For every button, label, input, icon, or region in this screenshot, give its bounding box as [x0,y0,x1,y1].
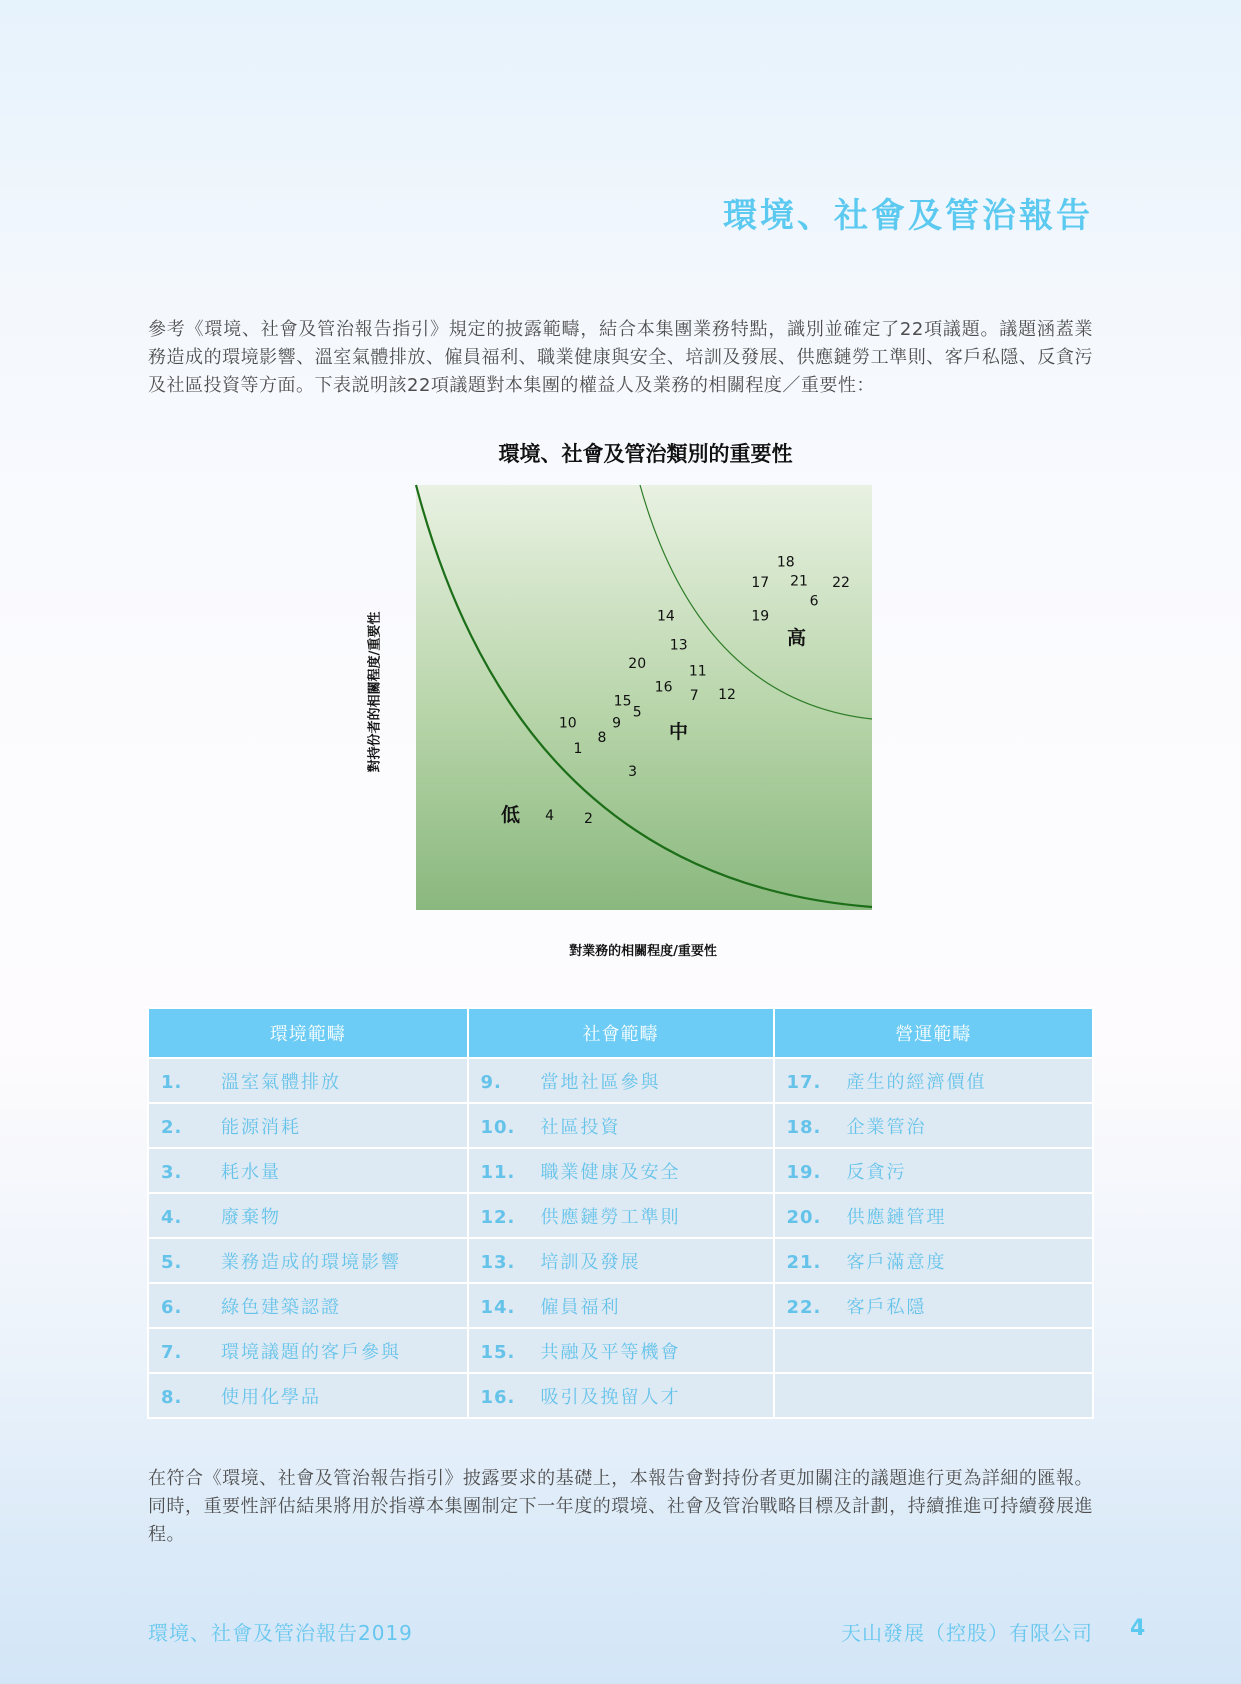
data-point-label: 2 [583,810,593,827]
topic-label: 反貪污 [846,1161,907,1183]
topic-number: 16. [480,1386,516,1408]
topic-number: 22. [786,1296,822,1318]
table-cell [148,1238,468,1283]
table-row [148,1148,1093,1193]
topic-number: 21. [786,1251,822,1273]
topic-label: 僱員福利 [540,1296,621,1318]
data-point-label: 12 [718,687,736,704]
topic-number: 5. [161,1251,183,1273]
topic-label: 客戶滿意度 [846,1251,947,1273]
zone-label-mid: 中 [669,721,689,743]
table-cell [774,1148,1094,1193]
plot-area [416,485,872,910]
materiality-chart [350,480,880,920]
topic-number: 1. [161,1071,183,1093]
topic-number: 4. [161,1206,183,1228]
data-point-label: 8 [597,730,607,747]
table-cell [774,1328,1094,1373]
zone-label-high: 高 [787,627,807,649]
table-cell [468,1238,774,1283]
table-cell [468,1283,774,1328]
topic-number: 8. [161,1386,183,1408]
topic-number: 7. [161,1341,183,1363]
topic-number: 6. [161,1296,183,1318]
topics-table [147,1007,1094,1419]
table-cell [148,1328,468,1373]
data-point-label: 11 [688,663,707,680]
topic-number: 13. [480,1251,516,1273]
y-axis-label: 對持份者的相關程度/重要性 [367,611,383,773]
topic-label: 產生的經濟價值 [846,1071,987,1093]
data-point-label: 15 [613,693,632,710]
topic-label: 綠色建築認證 [221,1296,341,1318]
table-cell [774,1058,1094,1103]
data-point-label: 6 [809,593,819,610]
intro-paragraph: 參考《環境、社會及管治報告指引》規定的披露範疇，結合本集團業務特點，識別並確定了22項議題。議題涵蓋業務造成的環境影響、溫室氣體排放、僱員福利、職業健康與安全、培訓及發展、供應鏈勞工準則、客戶私隱、反貪污及社區投資等方面。下表説明該22項議題對本集團的權益人及業務的相關程度／重要性： [148,319,1093,396]
data-point-label: 10 [558,715,577,732]
data-point-label: 16 [654,679,673,696]
page-title: 環境、社會及管治報告 [723,196,1093,236]
zone-label-low: 低 [501,804,521,826]
topic-label: 培訓及發展 [540,1251,641,1273]
topic-label: 社區投資 [540,1116,621,1138]
table-cell [774,1283,1094,1328]
x-axis-label: 對業務的相關程度/重要性 [569,944,717,959]
table-row [148,1283,1093,1328]
table-row [148,1328,1093,1373]
table-cell [468,1373,774,1418]
header-operations: 營運範疇 [774,1008,1094,1058]
data-point-label: 20 [628,655,647,672]
topic-label: 當地社區參與 [540,1071,661,1093]
topic-label: 供應鏈勞工準則 [540,1206,681,1228]
table-cell [468,1193,774,1238]
table-cell [148,1283,468,1328]
topic-label: 職業健康及安全 [540,1161,681,1183]
data-point-label: 21 [790,573,808,590]
data-point-label: 5 [632,704,642,721]
topic-number: 2. [161,1116,183,1138]
topic-label: 環境議題的客戶參與 [221,1341,401,1363]
data-point-label: 18 [776,554,795,571]
footer-company-name: 天山發展（控股）有限公司 [841,1621,1093,1645]
topic-number: 10. [480,1116,516,1138]
table-row [148,1103,1093,1148]
table-row [148,1238,1093,1283]
data-point-label: 22 [832,575,850,591]
table-row [148,1193,1093,1238]
conclusion-paragraph: 在符合《環境、社會及管治報告指引》披露要求的基礎上，本報告會對持份者更加關注的議題進行更為詳細的匯報。同時，重要性評估結果將用於指導本集團制定下一年度的環境、社會及管治戰略目標及計劃，持續推進可持續發展進程。 [148,1468,1093,1545]
table-cell [468,1328,774,1373]
table-cell [774,1193,1094,1238]
topic-number: 12. [480,1206,516,1228]
header-social: 社會範疇 [468,1008,774,1058]
table-cell [148,1103,468,1148]
topic-label: 業務造成的環境影響 [221,1251,401,1273]
topic-number: 9. [480,1071,502,1093]
topic-label: 企業管治 [846,1116,927,1138]
data-point-label: 3 [628,764,638,781]
data-point-label: 4 [545,807,555,824]
topic-label: 能源消耗 [221,1116,301,1138]
header-environment: 環境範疇 [148,1008,468,1058]
table-cell [148,1373,468,1418]
table-row [148,1373,1093,1418]
topic-number: 19. [786,1161,822,1183]
topic-number: 18. [786,1116,822,1138]
data-point-label: 7 [689,688,699,705]
data-point-label: 17 [751,575,770,591]
table-cell [468,1148,774,1193]
table-row [148,1058,1093,1103]
table-cell [148,1193,468,1238]
topic-label: 供應鏈管理 [846,1206,947,1228]
table-cell [468,1058,774,1103]
topic-number: 20. [786,1206,822,1228]
topic-number: 14. [480,1296,516,1318]
topic-label: 共融及平等機會 [540,1341,681,1363]
table-cell [774,1103,1094,1148]
chart-title: 環境、社會及管治類別的重要性 [498,442,793,466]
topic-label: 客戶私隱 [846,1296,927,1318]
data-point-label: 14 [656,608,675,625]
table-cell [774,1238,1094,1283]
data-point-label: 9 [612,715,622,732]
data-point-label: 13 [669,637,688,654]
topic-number: 3. [161,1161,183,1183]
topic-label: 使用化學品 [221,1386,321,1408]
topic-label: 廢棄物 [221,1206,281,1228]
topic-label: 溫室氣體排放 [221,1071,341,1093]
footer-report-name: 環境、社會及管治報告2019 [148,1621,413,1645]
topic-number: 17. [786,1071,822,1093]
topic-label: 吸引及挽留人才 [540,1386,681,1408]
page-number: 4 [1130,1616,1146,1641]
table-cell [148,1058,468,1103]
table-cell [774,1373,1094,1418]
topic-label: 耗水量 [221,1161,281,1183]
data-point-label: 19 [751,608,770,625]
table-cell [148,1148,468,1193]
topic-number: 15. [480,1341,516,1363]
table-cell [468,1103,774,1148]
topic-number: 11. [480,1161,516,1183]
data-point-label: 1 [573,740,583,757]
